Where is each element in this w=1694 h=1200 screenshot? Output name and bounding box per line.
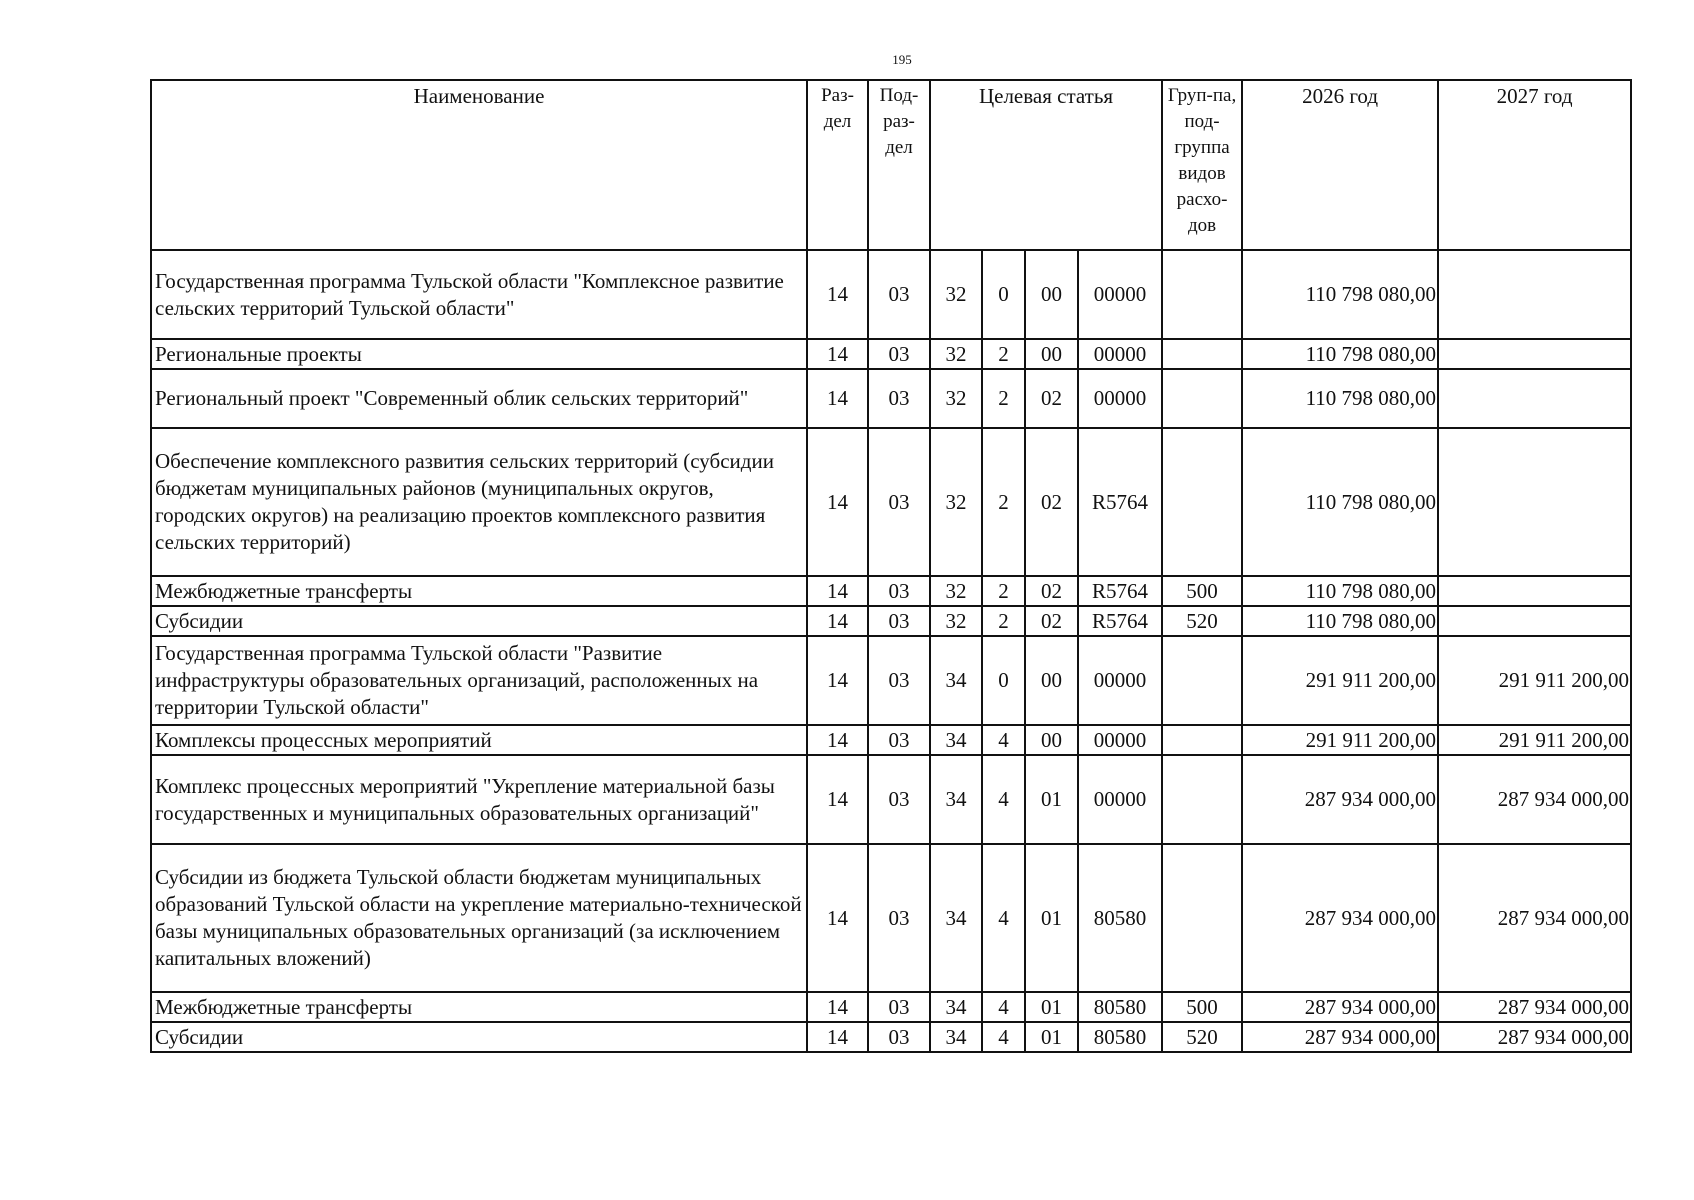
row-section: 14 [807,755,868,844]
header-expense-group: Груп-па, под-группа видов расхо-дов [1162,80,1242,250]
row-name: Субсидии [151,1022,807,1052]
row-subsection: 03 [868,725,930,755]
row-subsection: 03 [868,606,930,636]
row-subsection: 03 [868,428,930,576]
row-target-subprogram: 02 [1025,369,1078,428]
row-subsection: 03 [868,250,930,339]
row-expense-group: 520 [1162,1022,1242,1052]
row-subsection: 03 [868,636,930,725]
row-name: Региональный проект "Современный облик сельских территорий" [151,369,807,428]
row-target-type: 2 [982,339,1025,369]
row-target-direction: 80580 [1078,992,1162,1022]
table-row [151,755,1631,844]
row-target-type: 4 [982,992,1025,1022]
page-number: 195 [892,52,912,67]
row-amount-2027 [1438,428,1631,576]
row-name: Комплексы процессных мероприятий [151,725,807,755]
row-target-subprogram: 02 [1025,606,1078,636]
row-amount-2027 [1438,339,1631,369]
header-target-article: Целевая статья [930,80,1162,250]
row-section: 14 [807,428,868,576]
row-amount-2026: 287 934 000,00 [1242,1022,1438,1052]
row-subsection: 03 [868,844,930,992]
row-name: Межбюджетные трансферты [151,992,807,1022]
row-target-direction: 00000 [1078,250,1162,339]
header-name: Наименование [151,80,807,250]
row-section: 14 [807,576,868,606]
row-target-direction: 00000 [1078,725,1162,755]
row-target-program: 32 [930,250,982,339]
row-target-program: 32 [930,606,982,636]
row-target-program: 34 [930,636,982,725]
row-section: 14 [807,339,868,369]
row-target-program: 34 [930,755,982,844]
row-name: Межбюджетные трансферты [151,576,807,606]
row-amount-2027: 287 934 000,00 [1438,844,1631,992]
row-amount-2026: 110 798 080,00 [1242,428,1438,576]
row-target-direction: R5764 [1078,606,1162,636]
row-section: 14 [807,1022,868,1052]
table-row [151,339,1631,369]
row-target-subprogram: 02 [1025,576,1078,606]
row-amount-2026: 110 798 080,00 [1242,339,1438,369]
row-section: 14 [807,636,868,725]
row-expense-group: 500 [1162,576,1242,606]
table-row [151,992,1631,1022]
row-section: 14 [807,369,868,428]
row-target-direction: 00000 [1078,755,1162,844]
row-expense-group: 500 [1162,992,1242,1022]
row-target-direction: 80580 [1078,1022,1162,1052]
row-amount-2026: 287 934 000,00 [1242,844,1438,992]
header-section: Раз-дел [807,80,868,250]
row-target-direction: 00000 [1078,636,1162,725]
table-row [151,576,1631,606]
row-subsection: 03 [868,576,930,606]
row-amount-2027 [1438,606,1631,636]
row-name: Государственная программа Тульской области "Развитие инфраструктуры образовательных организаций, расположенных на территории Тульской области" [151,636,807,725]
row-target-subprogram: 02 [1025,428,1078,576]
row-amount-2027 [1438,250,1631,339]
row-target-type: 2 [982,428,1025,576]
row-target-type: 0 [982,636,1025,725]
row-name: Субсидии из бюджета Тульской области бюджетам муниципальных образований Тульской области на укрепление материально-технической базы муниципальных образовательных организаций (за исключением капитальных вложений) [151,844,807,992]
table-row [151,428,1631,576]
row-expense-group [1162,369,1242,428]
row-section: 14 [807,606,868,636]
row-target-program: 34 [930,844,982,992]
row-expense-group: 520 [1162,606,1242,636]
row-amount-2027: 291 911 200,00 [1438,725,1631,755]
row-section: 14 [807,992,868,1022]
header-year-2026: 2026 год [1242,80,1438,250]
row-name: Комплекс процессных мероприятий "Укрепление материальной базы государственных и муниципальных образовательных организаций" [151,755,807,844]
row-name: Государственная программа Тульской области "Комплексное развитие сельских территорий Тульской области" [151,250,807,339]
table-row [151,725,1631,755]
header-subsection: Под-раз-дел [868,80,930,250]
row-target-subprogram: 01 [1025,755,1078,844]
row-amount-2027: 287 934 000,00 [1438,1022,1631,1052]
header-year-2027: 2027 год [1438,80,1631,250]
row-target-program: 34 [930,1022,982,1052]
table-row [151,844,1631,992]
row-target-subprogram: 01 [1025,1022,1078,1052]
row-amount-2026: 291 911 200,00 [1242,636,1438,725]
row-expense-group [1162,428,1242,576]
row-section: 14 [807,250,868,339]
row-target-direction: 00000 [1078,369,1162,428]
row-subsection: 03 [868,755,930,844]
row-target-direction: 80580 [1078,844,1162,992]
row-section: 14 [807,844,868,992]
row-amount-2026: 110 798 080,00 [1242,250,1438,339]
row-target-subprogram: 00 [1025,725,1078,755]
row-amount-2027: 287 934 000,00 [1438,755,1631,844]
row-subsection: 03 [868,369,930,428]
row-target-type: 4 [982,844,1025,992]
row-expense-group [1162,844,1242,992]
row-target-subprogram: 01 [1025,844,1078,992]
row-amount-2026: 287 934 000,00 [1242,755,1438,844]
row-expense-group [1162,250,1242,339]
table-row [151,369,1631,428]
table-row [151,606,1631,636]
table-header-row [151,80,1631,250]
row-amount-2027 [1438,369,1631,428]
row-target-program: 34 [930,725,982,755]
row-expense-group [1162,636,1242,725]
row-name: Субсидии [151,606,807,636]
row-target-type: 2 [982,606,1025,636]
row-target-program: 32 [930,339,982,369]
budget-table [150,79,1632,1053]
row-amount-2026: 291 911 200,00 [1242,725,1438,755]
row-name: Обеспечение комплексного развития сельских территорий (субсидии бюджетам муниципальных районов (муниципальных округов, городских округов) на реализацию проектов комплексного развития сельских территорий) [151,428,807,576]
row-subsection: 03 [868,1022,930,1052]
row-amount-2026: 287 934 000,00 [1242,992,1438,1022]
row-target-type: 4 [982,1022,1025,1052]
row-target-subprogram: 00 [1025,636,1078,725]
row-amount-2026: 110 798 080,00 [1242,576,1438,606]
row-target-direction: R5764 [1078,576,1162,606]
row-expense-group [1162,755,1242,844]
table-row [151,250,1631,339]
row-expense-group [1162,725,1242,755]
row-target-direction: 00000 [1078,339,1162,369]
row-amount-2026: 110 798 080,00 [1242,606,1438,636]
row-target-direction: R5764 [1078,428,1162,576]
row-target-program: 32 [930,369,982,428]
row-target-subprogram: 01 [1025,992,1078,1022]
row-name: Региональные проекты [151,339,807,369]
row-amount-2026: 110 798 080,00 [1242,369,1438,428]
row-target-type: 2 [982,576,1025,606]
row-amount-2027 [1438,576,1631,606]
row-subsection: 03 [868,992,930,1022]
row-target-program: 34 [930,992,982,1022]
row-target-type: 4 [982,725,1025,755]
row-target-type: 0 [982,250,1025,339]
row-target-program: 32 [930,576,982,606]
row-target-subprogram: 00 [1025,250,1078,339]
row-subsection: 03 [868,339,930,369]
row-section: 14 [807,725,868,755]
table-row [151,636,1631,725]
row-expense-group [1162,339,1242,369]
row-target-type: 2 [982,369,1025,428]
table-row [151,1022,1631,1052]
row-target-type: 4 [982,755,1025,844]
row-target-program: 32 [930,428,982,576]
row-amount-2027: 291 911 200,00 [1438,636,1631,725]
row-amount-2027: 287 934 000,00 [1438,992,1631,1022]
row-target-subprogram: 00 [1025,339,1078,369]
